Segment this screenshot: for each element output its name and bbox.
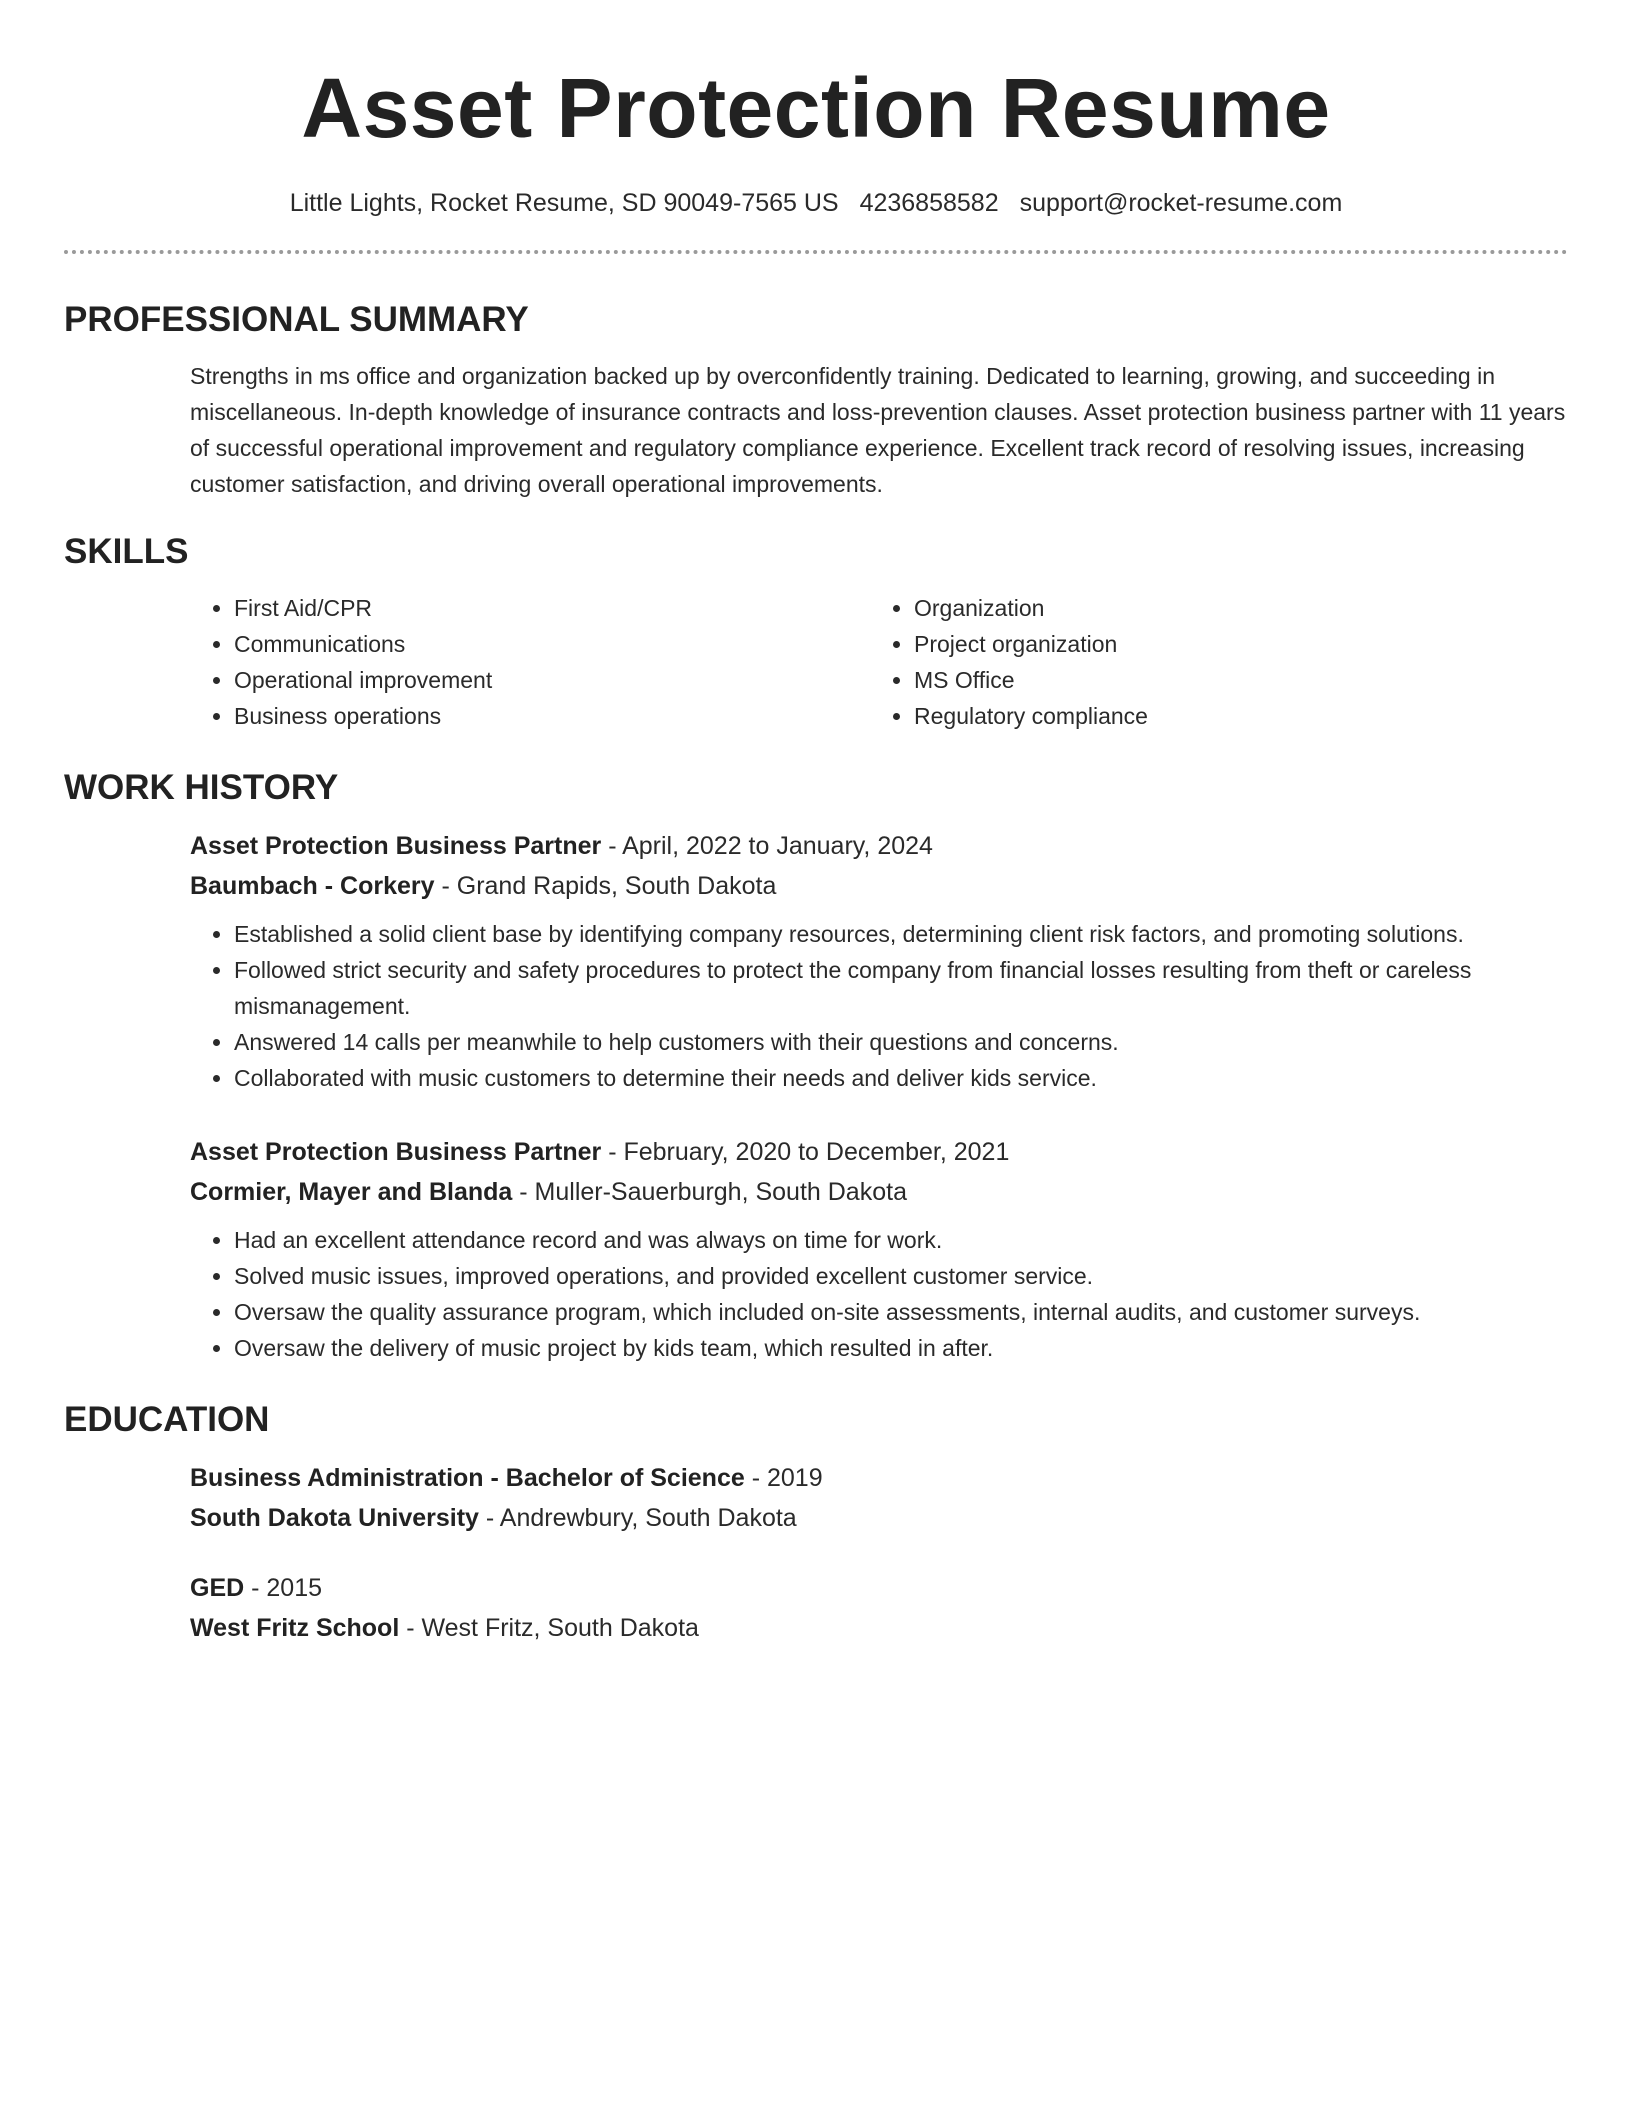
section-title-skills: SKILLS: [64, 532, 189, 571]
job-company: Cormier, Mayer and Blanda: [190, 1178, 513, 1206]
education-degree-line: [190, 1568, 1568, 1608]
job-company-line: [190, 866, 1568, 906]
contact-line: [64, 186, 1568, 220]
job-title-line: [190, 1132, 1568, 1172]
job-bullet: • Solved music issues, improved operations, and provided excellent customer service.: [234, 1258, 1568, 1294]
education-location: - West Fritz, South Dakota: [399, 1614, 699, 1642]
job-company-line: [190, 1172, 1568, 1212]
job-entry: [190, 1132, 1568, 1366]
skills-column-left: [190, 590, 870, 734]
skills-grid: [190, 590, 1568, 734]
education-school: West Fritz School: [190, 1614, 400, 1642]
section-title-education: EDUCATION: [64, 1400, 270, 1439]
skill-item: • Business operations: [234, 698, 870, 734]
job-bullet: • Oversaw the quality assurance program, which included on-site assessments, internal audits, and customer surveys.: [234, 1294, 1568, 1330]
contact-phone: 4236858582: [859, 189, 999, 217]
section-work-history: [64, 766, 1568, 1366]
job-bullets: [190, 1222, 1568, 1366]
skill-item: • Project organization: [914, 626, 1550, 662]
job-bullet: • Had an excellent attendance record and was always on time for work.: [234, 1222, 1568, 1258]
education-school-line: [190, 1498, 1568, 1538]
job-location: - Grand Rapids, South Dakota: [434, 872, 777, 900]
education-degree-line: [190, 1458, 1568, 1498]
education-year: - 2015: [244, 1574, 323, 1602]
skill-item: • MS Office: [914, 662, 1550, 698]
section-title-work: WORK HISTORY: [64, 768, 339, 807]
section-title-summary: PROFESSIONAL SUMMARY: [64, 300, 529, 339]
education-school: South Dakota University: [190, 1504, 479, 1532]
section-skills: [64, 530, 1568, 734]
job-bullet: • Oversaw the delivery of music project by kids team, which resulted in after.: [234, 1330, 1568, 1366]
job-entry: [190, 826, 1568, 1096]
job-bullet: • Collaborated with music customers to determine their needs and deliver kids service.: [234, 1060, 1568, 1096]
summary-text: Strengths in ms office and organization backed up by overconfidently training. Dedicated to learning, growing, and succeeding in miscellaneous. In-depth knowledge of insurance contracts and loss-prevention clauses. Asset protection business partner with 11 years of successful operational improvement and regulatory compliance experience. Excellent track record of resolving issues, increasing customer satisfaction, and driving overall operational improvements.: [190, 363, 1566, 497]
job-position: Asset Protection Business Partner: [190, 1138, 602, 1166]
header-divider: [64, 250, 1568, 254]
job-location: - Muller-Sauerburgh, South Dakota: [512, 1178, 907, 1206]
section-summary: [64, 298, 1568, 502]
job-dates: - February, 2020 to December, 2021: [601, 1138, 1010, 1166]
job-title-line: [190, 826, 1568, 866]
contact-address: Little Lights, Rocket Resume, SD 90049-7565 US: [289, 189, 839, 217]
skill-item: • Communications: [234, 626, 870, 662]
skill-item: • Operational improvement: [234, 662, 870, 698]
education-school-line: [190, 1608, 1568, 1648]
job-bullets: [190, 916, 1568, 1096]
education-degree: Business Administration - Bachelor of Science: [190, 1464, 745, 1492]
skill-item: • First Aid/CPR: [234, 590, 870, 626]
job-bullet: • Followed strict security and safety procedures to protect the company from financial losses resulting from theft or careless mismanagement.: [234, 952, 1568, 1024]
resume-page: [64, 0, 1568, 1648]
contact-email: support@rocket-resume.com: [1019, 189, 1343, 217]
section-education: [64, 1398, 1568, 1648]
education-entry: [190, 1568, 1568, 1648]
skills-column-right: [870, 590, 1550, 734]
job-bullet: • Answered 14 calls per meanwhile to help customers with their questions and concerns.: [234, 1024, 1568, 1060]
job-position: Asset Protection Business Partner: [190, 832, 602, 860]
skill-item: • Regulatory compliance: [914, 698, 1550, 734]
job-dates: - April, 2022 to January, 2024: [601, 832, 933, 860]
job-company: Baumbach - Corkery: [190, 872, 435, 900]
job-bullet: • Established a solid client base by identifying company resources, determining client risk factors, and promoting solutions.: [234, 916, 1568, 952]
education-location: - Andrewbury, South Dakota: [478, 1504, 797, 1532]
skill-item: • Organization: [914, 590, 1550, 626]
education-year: - 2019: [744, 1464, 823, 1492]
education-degree: GED: [190, 1574, 245, 1602]
resume-title: Asset Protection Resume: [301, 61, 1331, 155]
education-entry: [190, 1458, 1568, 1538]
